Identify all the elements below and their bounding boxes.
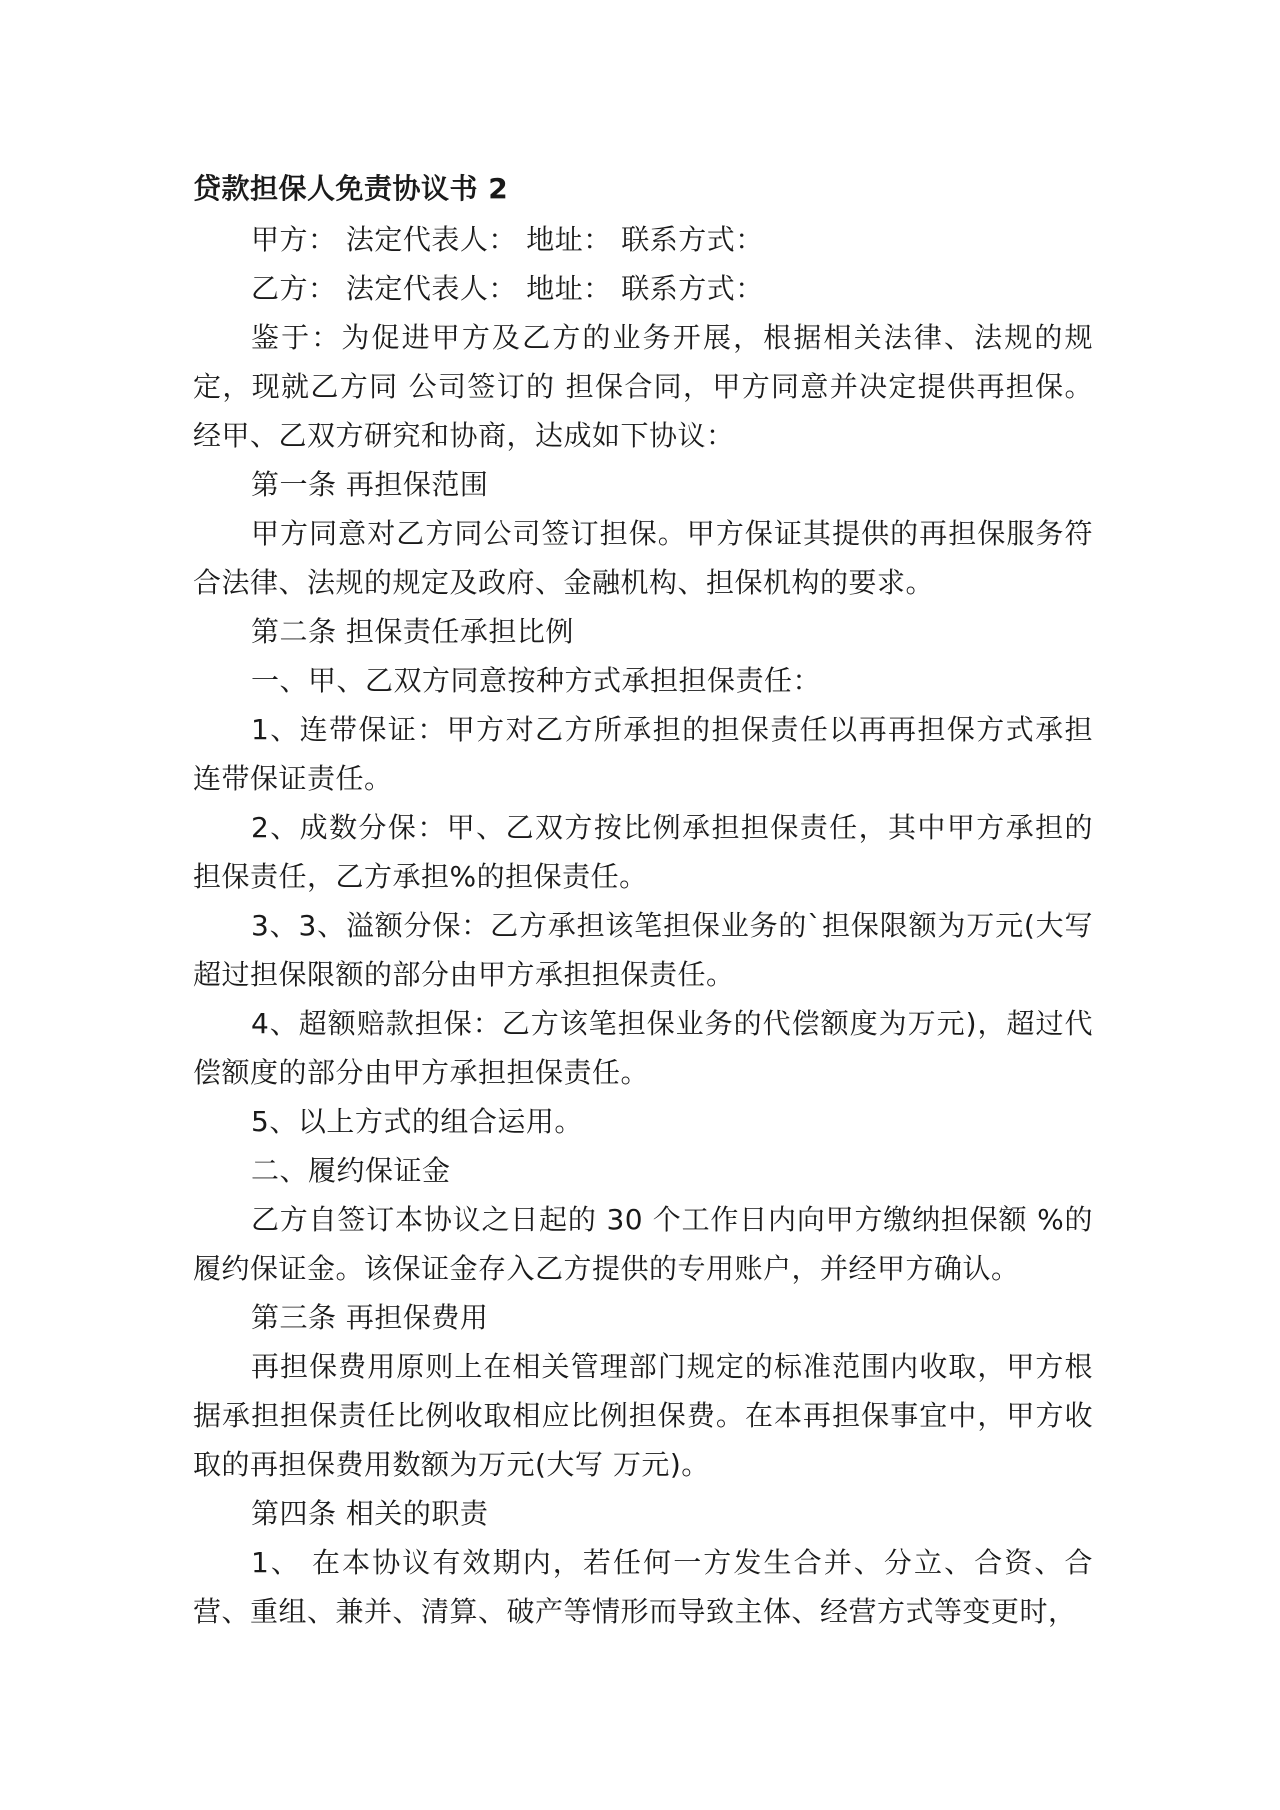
section-1-heading: 一、甲、乙双方同意按种方式承担担保责任： <box>251 664 822 697</box>
clause-1: 1、连带保证：甲方对乙方所承担的担保责任以再再担保方式承担连带保证责任。 <box>193 713 1093 795</box>
clause-2: 2、成数分保：甲、乙双方按比例承担担保责任，其中甲方承担的担保责任，乙方承担%的担保责任。 <box>193 811 1093 893</box>
article-2-heading: 第二条 担保责任承担比例 <box>251 615 574 648</box>
article-1-body: 甲方同意对乙方同公司签订担保。甲方保证其提供的再担保服务符合法律、法规的规定及政府、金融机构、担保机构的要求。 <box>193 517 1093 599</box>
document-body <box>193 164 1093 1636</box>
article-3-heading: 第三条 再担保费用 <box>251 1301 489 1334</box>
article-1-heading: 第一条 再担保范围 <box>251 468 489 501</box>
article-4-heading: 第四条 相关的职责 <box>251 1497 489 1530</box>
deposit-paragraph: 乙方自签订本协议之日起的 30 个工作日内向甲方缴纳担保额 %的履约保证金。该保证金存入乙方提供的专用账户，并经甲方确认。 <box>193 1203 1093 1285</box>
party-b-line: 乙方： 法定代表人： 地址： 联系方式： <box>251 272 764 305</box>
section-2-heading: 二、履约保证金 <box>251 1154 451 1187</box>
fee-paragraph: 再担保费用原则上在相关管理部门规定的标准范围内收取，甲方根据承担担保责任比例收取相应比例担保费。在本再担保事宜中，甲方收取的再担保费用数额为万元(大写 万元)。 <box>193 1350 1093 1481</box>
document-title: 贷款担保人免责协议书 2 <box>193 172 509 205</box>
clause-5: 5、以上方式的组合运用。 <box>251 1105 583 1138</box>
clause-3: 3、3、溢额分保：乙方承担该笔担保业务的`担保限额为万元(大写超过担保限额的部分由甲方承担担保责任。 <box>193 909 1093 991</box>
duty-clause-1: 1、 在本协议有效期内，若任何一方发生合并、分立、合资、合营、重组、兼并、清算、破产等情形而导致主体、经营方式等变更时， <box>193 1546 1093 1628</box>
clause-4: 4、超额赔款担保：乙方该笔担保业务的代偿额度为万元)，超过代偿额度的部分由甲方承担担保责任。 <box>193 1007 1093 1089</box>
preamble-paragraph: 鉴于：为促进甲方及乙方的业务开展，根据相关法律、法规的规定，现就乙方同 公司签订的 担保合同，甲方同意并决定提供再担保。经甲、乙双方研究和协商，达成如下协议： <box>193 321 1093 452</box>
party-a-line: 甲方： 法定代表人： 地址： 联系方式： <box>251 223 764 256</box>
